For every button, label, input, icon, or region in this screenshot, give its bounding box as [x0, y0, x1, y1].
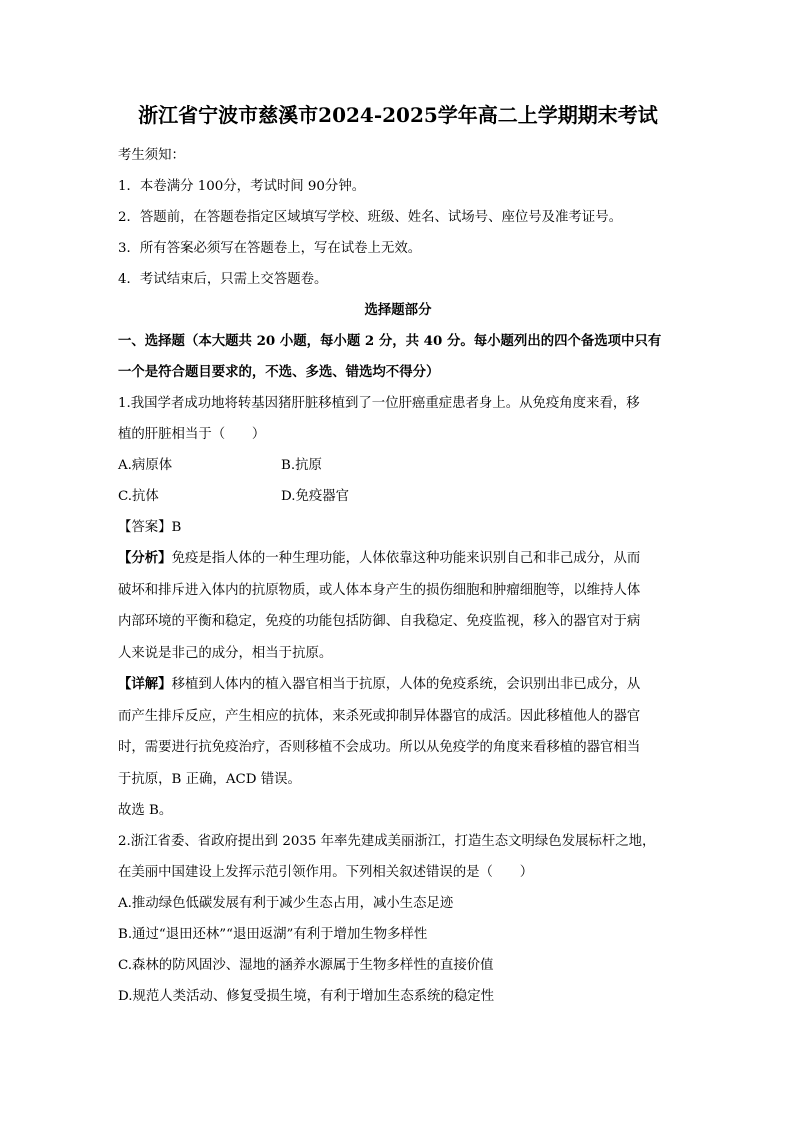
question-1-stem-line-1: 1.我国学者成功地将转基因猪肝脏移植到了一位肝癌重症患者身上。从免疫角度来看，移: [118, 396, 640, 411]
question-1-detail: [118, 669, 678, 795]
analysis-line-4: 人来说是非己的成分，相当于抗原。: [118, 645, 333, 661]
question-2-option-a: A.推动绿色低碳发展有利于减少生态占用，减小生态足迹: [118, 896, 454, 911]
analysis-line-2: 破坏和排斥进入体内的抗原物质，或人体本身产生的损伤细胞和肿瘤细胞等，以维持人体: [118, 582, 641, 598]
question-1-stem-line-2: 植的肝脏相当于（ ）: [118, 427, 266, 442]
question-2-option-d: D.规范人类活动、修复受损生境，有利于增加生态系统的稳定性: [118, 989, 495, 1004]
question-2-option-c: C.森林的防风固沙、湿地的涵养水源属于生物多样性的直接价值: [118, 958, 494, 973]
detail-line-4: 于抗原，B 正确，ACD 错误。: [118, 771, 301, 787]
notice-item-1: 1．本卷满分 100分，考试时间 90分钟。: [118, 179, 366, 194]
notice-item-2: 2．答题前，在答题卷指定区域填写学校、班级、姓名、试场号、座位号及准考证号。: [118, 210, 622, 225]
question-1-answer: 【答案】B: [118, 520, 182, 535]
detail-line-2: 而产生排斥反应，产生相应的抗体，来杀死或抑制异体器官的成活。因此移植他人的器官: [118, 708, 641, 724]
question-2-stem-line-1: 2.浙江省委、省政府提出到 2035 年率先建成美丽浙江，打造生态文明绿色发展标杆之地，: [118, 834, 656, 849]
notice-heading: 考生须知：: [118, 148, 185, 163]
question-1-conclusion: 故选 B。: [118, 803, 173, 818]
analysis-tag: 【分析】: [118, 550, 172, 566]
question-1-option-b: B.抗原: [281, 458, 322, 473]
question-1-options-row-2: [118, 481, 678, 512]
analysis-line-3: 内部环境的平衡和稳定，免疫的功能包括防御、自我稳定、免疫监视，移入的器官对于病: [118, 614, 641, 629]
notice-item-3: 3．所有答案必须写在答题卷上，写在试卷上无效。: [118, 241, 422, 256]
question-2-stem-line-2: 在美丽中国建设上发挥示范引领作用。下列相关叙述错误的是（ ）: [118, 865, 534, 880]
question-1-option-a: A.病原体: [118, 458, 173, 473]
part-one-instruction-line-1: 一、选择题（本大题共 20 小题，每小题 2 分，共 40 分。每小题列出的四个备选项中只有: [118, 333, 662, 349]
notice-item-4: 4．考试结束后，只需上交答题卷。: [118, 272, 328, 287]
exam-page: [118, 100, 678, 1012]
question-1-option-c: C.抗体: [118, 489, 159, 504]
page-title: 浙江省宁波市慈溪市2024-2025学年高二上学期期末考试: [138, 103, 658, 127]
detail-line-1: 移植到人体内的植入器官相当于抗原，人体的免疫系统，会识别出非已成分，从: [171, 677, 641, 692]
part-one-instruction-line-2: 一个是符合题目要求的，不选、多选、错选均不得分）: [118, 364, 440, 380]
question-1-analysis: [118, 543, 678, 669]
analysis-line-1: 免疫是指人体的一种生理功能，人体依靠这种功能来识别自己和非己成分，从而: [171, 551, 641, 566]
question-1-option-d: D.免疫器官: [281, 489, 350, 504]
detail-tag: 【详解】: [118, 676, 172, 692]
question-2-option-b: B.通过“退田还林”“退田返湖”有利于增加生物多样性: [118, 927, 428, 942]
section-title: 选择题部分: [364, 302, 432, 318]
question-1-options-row-1: [118, 450, 678, 481]
detail-line-3: 时，需要进行抗免疫治疗，否则移植不会成功。所以从免疫学的角度来看移植的器官相当: [118, 740, 641, 755]
